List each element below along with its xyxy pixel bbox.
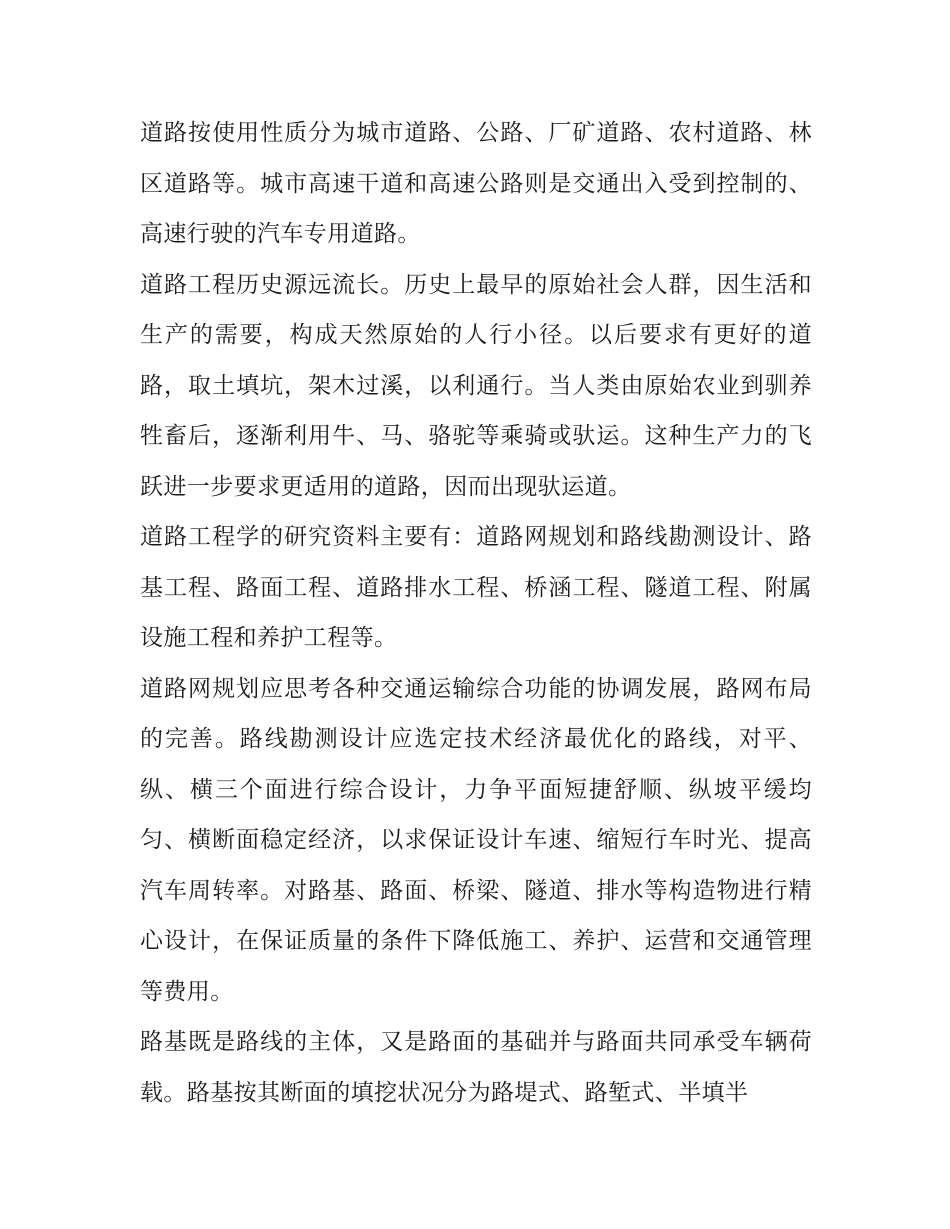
document-body — [140, 108, 812, 1118]
paragraph-road-classification: 道路按使用性质分为城市道路、公路、厂矿道路、农村道路、林区道路等。城市高速干道和高速公路则是交通出入受到控制的、高速行驶的汽车专用道路。 — [140, 120, 812, 247]
paragraph-network-planning: 道路网规划应思考各种交通运输综合功能的协调发展，路网布局的完善。路线勘测设计应选定技术经济最优化的路线，对平、纵、横三个面进行综合设计，力争平面短捷舒顺、纵坡平缓均匀、横断面稳定经济，以求保证设计车速、缩短行车时光、提高汽车周转率。对路基、路面、桥梁、隧道、排水等构造物进行精心设计，在保证质量的条件下降低施工、养护、运营和交通管理等费用。 — [140, 675, 812, 1005]
paragraph-research-topics: 道路工程学的研究资料主要有：道路网规划和路线勘测设计、路基工程、路面工程、道路排水工程、桥涵工程、隧道工程、附属设施工程和养护工程等。 — [140, 524, 812, 651]
paragraph-road-history: 道路工程历史源远流长。历史上最早的原始社会人群，因生活和生产的需要，构成天然原始的人行小径。以后要求有更好的道路，取土填坑，架木过溪，以利通行。当人类由原始农业到驯养牲畜后，逐渐利用牛、马、骆驼等乘骑或驮运。这种生产力的飞跃进一步要求更适用的道路，因而出现驮运道。 — [140, 271, 812, 500]
paragraph-subgrade: 路基既是路线的主体，又是路面的基础并与路面共同承受车辆荷载。路基按其断面的填挖状况分为路堤式、路堑式、半填半 — [140, 1029, 812, 1106]
